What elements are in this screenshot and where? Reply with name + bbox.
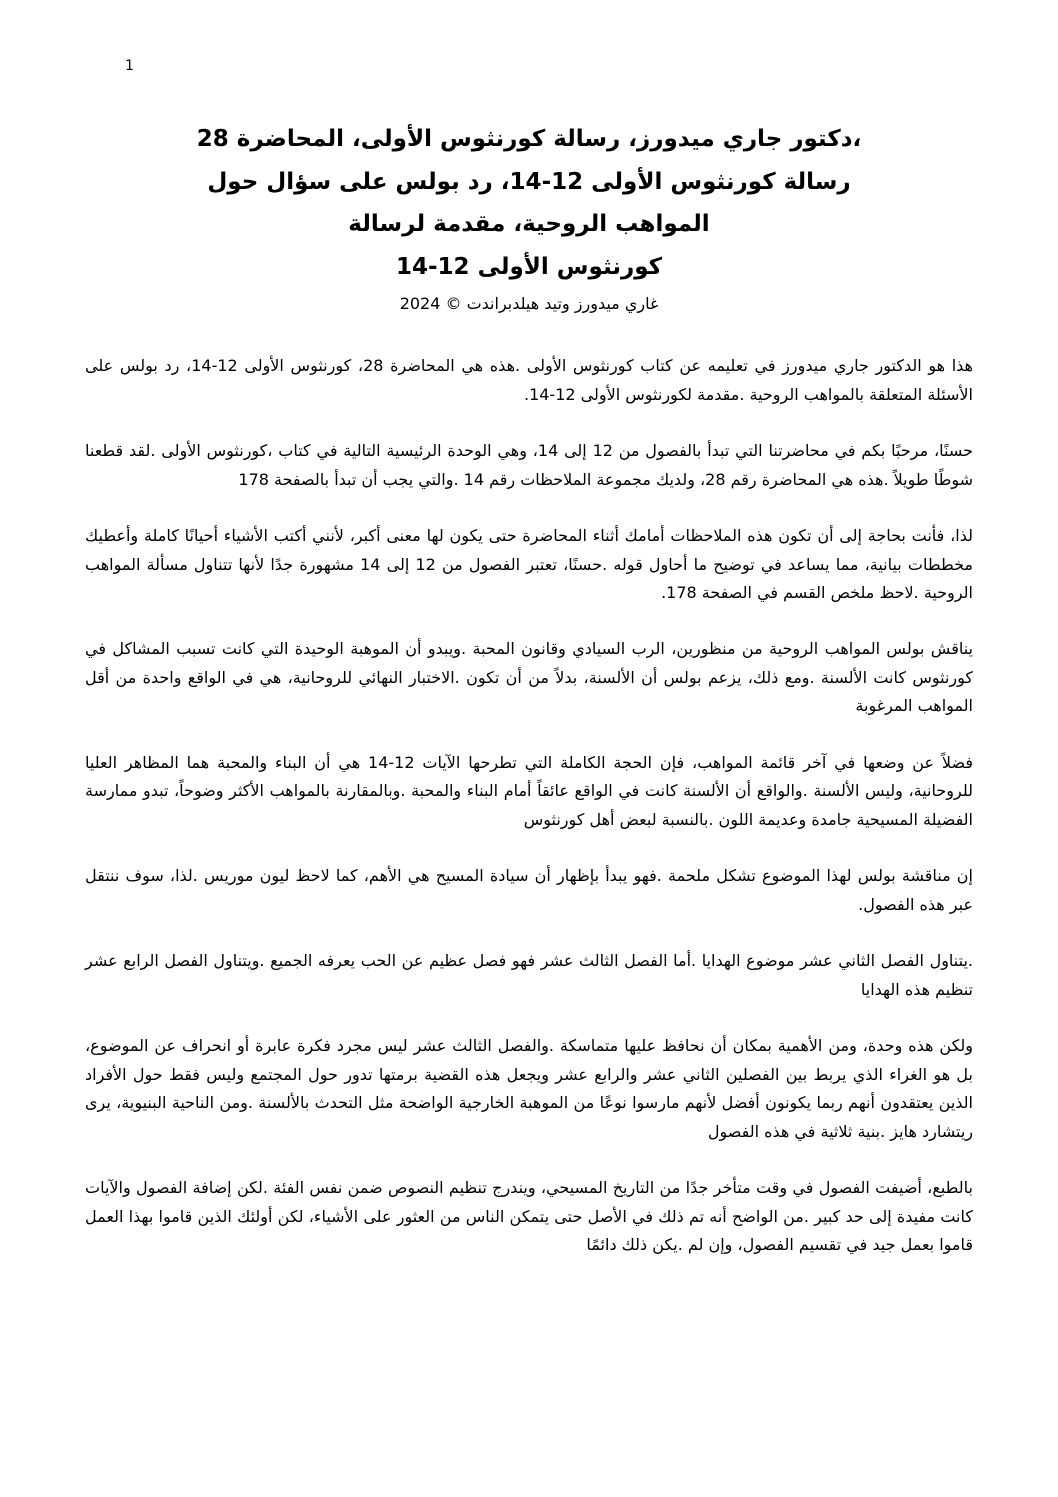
paragraph-6: إن مناقشة بولس لهذا الموضوع تشكل ملحمة .فهو يبدأ بإظهار أن سيادة المسيح هي الأهم، كما لاحظ ليون موريس .لذا، سوف ننتقل عبر هذه الفصول.	[85, 866, 973, 914]
document-body	[85, 352, 973, 1259]
paragraph-1: هذا هو الدكتور جاري ميدورز في تعليمه عن كتاب كورنثوس الأولى .هذه هي المحاضرة 28، كورنثوس الأولى 12-14، رد بولس على الأسئلة المتعلقة بالمواهب الروحية .مقدمة لكورنثوس الأولى 12-14.	[85, 356, 973, 404]
paragraph-2: حسنًا، مرحبًا بكم في محاضرتنا التي تبدأ بالفصول من 12 إلى 14، وهي الوحدة الرئيسية التالية في كتاب ،كورنثوس الأولى .لقد قطعنا شوطًا طويلاً .هذه هي المحاضرة رقم 28، ولديك مجموعة الملاحظات رقم 14 .والتي يجب أن تبدأ بالصفحة 178	[85, 441, 974, 489]
title-line-2: رسالة كورنثوس الأولى 12-14، رد بولس على سؤال حول	[207, 168, 851, 195]
title-line-3: المواهب الروحية، مقدمة لرسالة	[348, 211, 710, 238]
paragraph-8: ولكن هذه وحدة، ومن الأهمية بمكان أن نحافظ عليها متماسكة .والفصل الثالث عشر ليس مجرد فكرة عابرة أو انحراف عن الموضوع، بل هو الغراء الذي يربط بين الفصلين الثاني عشر والرابع عشر ويجعل هذه القضية برمتها تدور حول المجتمع وليس فقط حول الأفراد الذين يعتقدون أنهم ربما يكونون أفضل لأنهم مارسوا نوعًا من الموهبة الخارجية الواضحة مثل التحدث بالألسنة .ومن الناحية البنيوية، يرى ريتشارد هايز .بنية ثلاثية في هذه الفصول	[85, 1036, 973, 1141]
document-title	[85, 118, 973, 288]
paragraph-3: لذا، فأنت بحاجة إلى أن تكون هذه الملاحظات أمامك أثناء المحاضرة حتى يكون لها معنى أكبر، لأنني أكتب الأشياء أحيانًا كاملة وأعطيك مخططات بيانية، مما يساعد في توضيح ما أحاول قوله .حسنًا، تعتبر الفصول من 12 إلى 14 مشهورة جدًا لأنها تتناول مسألة المواهب الروحية .لاحظ ملخص القسم في الصفحة 178.	[85, 526, 974, 602]
title-line-4: كورنثوس الأولى 12-14	[395, 253, 663, 280]
title-line-1: ،دكتور جاري ميدورز، رسالة كورنثوس الأولى، المحاضرة 28	[196, 126, 862, 152]
page-number: 1	[125, 58, 134, 74]
paragraph-5: فضلاً عن وضعها في آخر قائمة المواهب، فإن الحجة الكاملة التي تطرحها الآيات 12-14 هي أن البناء والمحبة هما المظاهر العليا للروحانية، وليس الألسنة .والواقع أن الألسنة كانت في الواقع عائقاً أمام البناء والمحبة .وبالمقارنة بالمواهب الأكثر وضوحاً، تبدو ممارسة الفضيلة المسيحية جامدة وعديمة اللون .بالنسبة لبعض أهل كورنثوس	[85, 752, 973, 829]
copyright-line: غاري ميدورز وتيد هيلدبراندت © 2024	[399, 294, 659, 314]
paragraph-9: بالطبع، أضيفت الفصول في وقت متأخر جدًا من التاريخ المسيحي، ويندرج تنظيم النصوص ضمن نفس الفئة .لكن إضافة الفصول والآيات كانت مفيدة إلى حد كبير .من الواضح أنه تم ذلك في الأصل حتى يتمكن الناس من العثور على الأشياء، لكن أولئك الذين قاموا بهذا العمل قاموا بعمل جيد في تقسيم الفصول، وإن لم .يكن ذلك دائمًا	[85, 1178, 973, 1254]
paragraph-4: يناقش بولس المواهب الروحية من منظورين، الرب السيادي وقانون المحبة .ويبدو أن الموهبة الوحيدة التي كانت تسبب المشاكل في كورنثوس كانت الألسنة .ومع ذلك، يزعم بولس أن الألسنة، بدلاً من أن تكون .الاختبار النهائي للروحانية، هي في الواقع واحدة من أقل المواهب المرغوبة	[85, 639, 973, 716]
paragraph-7: .يتناول الفصل الثاني عشر موضوع الهدايا .أما الفصل الثالث عشر فهو فصل عظيم عن الحب يعرفه الجميع .ويتناول الفصل الرابع عشر تنظيم هذه الهدايا	[85, 951, 973, 999]
